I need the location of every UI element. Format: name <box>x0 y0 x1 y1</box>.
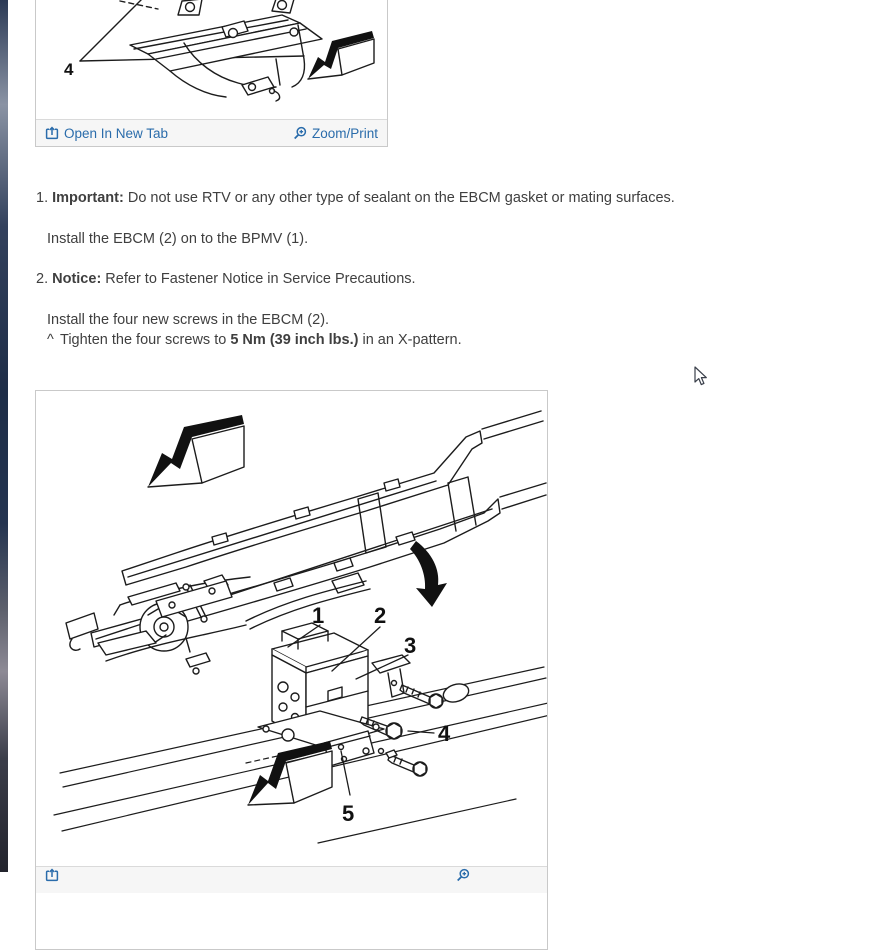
zoom-print-label: Zoom/Print <box>311 125 378 141</box>
open-in-new-tab-link[interactable] <box>45 126 168 141</box>
step-1-lead: Important: <box>52 190 124 206</box>
step-2-text: Refer to Fastener Notice in Service Precautions. <box>101 271 416 287</box>
zoom-print-icon[interactable] <box>456 868 470 882</box>
figure-bottom-image <box>36 391 547 866</box>
zoom-print-icon <box>293 126 307 140</box>
open-in-new-tab-icon <box>45 126 59 140</box>
callout-1-label: 1 <box>312 603 325 628</box>
open-in-new-tab-label: Open In New Tab <box>64 125 169 141</box>
open-in-new-tab-icon[interactable] <box>45 868 59 882</box>
torque-value: 5 Nm (39 inch lbs.) <box>230 332 359 348</box>
callout-4-label: 4 <box>438 721 451 746</box>
callout-5-label: 5 <box>342 801 355 826</box>
bracket-drawing <box>36 0 387 119</box>
step-1-number: 1. <box>36 190 49 206</box>
figure-top <box>35 0 388 147</box>
mouse-cursor-icon <box>694 366 708 386</box>
figure-top-toolbar <box>36 119 387 146</box>
callout-3-label: 3 <box>404 633 417 658</box>
step-1-text: Do not use RTV or any other type of sealant on the EBCM gasket or mating surfaces. <box>123 190 675 206</box>
torque-post: in an X-pattern. <box>358 332 462 348</box>
step-1-line <box>36 188 675 208</box>
figure-top-callout-4: 4 <box>64 60 74 79</box>
step-2-number: 2. <box>36 271 49 287</box>
step-1-sub-line: Install the EBCM (2) on to the BPMV (1). <box>47 231 309 247</box>
caret-bullet: ^ <box>47 332 54 348</box>
figure-top-image <box>36 0 387 119</box>
figure-bottom <box>35 390 548 950</box>
step-2-sub-line-1: Install the four new screws in the EBCM (2). <box>47 312 330 328</box>
torque-pre: Tighten the four screws to <box>60 332 231 348</box>
figure-bottom-toolbar <box>36 866 547 893</box>
callout-2-label: 2 <box>374 603 387 628</box>
background-photo-strip <box>0 0 8 872</box>
frame-drawing <box>36 391 547 866</box>
step-2-line <box>36 269 416 289</box>
step-2-sub-line-2 <box>47 330 462 350</box>
step-2-lead: Notice: <box>52 271 102 287</box>
zoom-print-link[interactable] <box>293 126 378 141</box>
